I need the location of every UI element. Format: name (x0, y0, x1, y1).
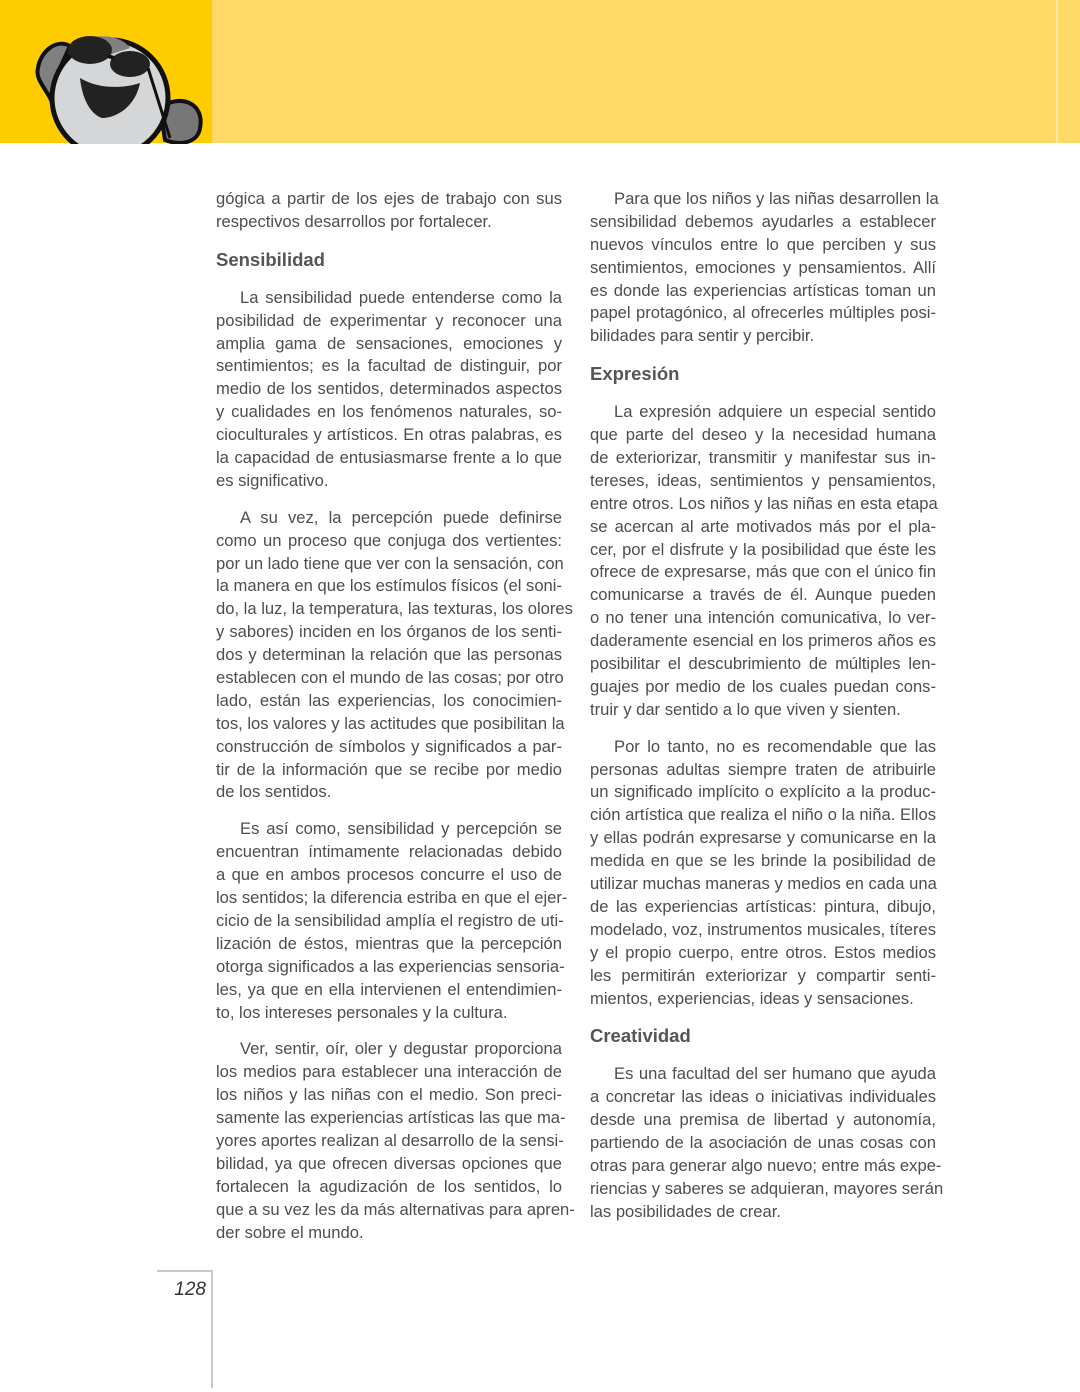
text-line: les, ya que en ella intervienen el entendimien- (216, 979, 562, 999)
text-line: modelado, voz, instrumentos musicales, títeres (590, 919, 936, 939)
text-line: y cualidades en los fenómenos naturales, so- (216, 402, 562, 422)
text-line: amplia gama de sensaciones, emociones y (216, 333, 562, 353)
text-line: ofrece de expresarse, más que con el único fin (590, 562, 936, 582)
paragraph (216, 287, 562, 493)
text-line: la manera en que los estímulos físicos (el soni- (216, 576, 562, 596)
text-line: sentimientos; es la facultad de distinguir, por (216, 356, 562, 376)
text-line: utilizar muchas maneras y medios en cada una (590, 874, 937, 894)
text-line: construcción de símbolos y significados a par- (216, 736, 562, 756)
section-heading: Sensibilidad (216, 248, 325, 270)
text-line: Por lo tanto, no es recomendable que las (614, 736, 936, 756)
text-line: un significado implícito o explícito a la produc- (590, 782, 936, 802)
page-number: 128 (174, 1279, 206, 1300)
text-line: encuentran íntimamente relacionadas debido (216, 842, 562, 862)
header-divider (1056, 0, 1058, 143)
text-line: dos y determinan la relación que las personas (216, 645, 562, 665)
text-line: que parte del deseo y la necesidad humana (590, 425, 936, 445)
text-line: riencias y saberes se adquieran, mayores serán (590, 1178, 944, 1198)
text-line: medio de los sentidos, determinados aspectos (216, 379, 562, 399)
text-line: samente las experiencias artísticas las que ma- (216, 1108, 566, 1128)
paragraph (216, 188, 562, 234)
text-line: otorga significados a las experiencias sensoria- (216, 956, 565, 976)
text-line: Es una facultad del ser humano que ayuda (614, 1064, 936, 1084)
text-line: to, los intereses personales y la cultura. (216, 1002, 508, 1022)
page-number-rule-vertical (211, 1270, 213, 1388)
text-line: der sobre el mundo. (216, 1222, 364, 1242)
text-line: gógica a partir de los ejes de trabajo con sus (216, 189, 562, 208)
text-line: de las experiencias artísticas: pintura, dibujo, (590, 896, 936, 916)
text-line: guajes por medio de los cuales puedan cons- (590, 676, 936, 696)
text-line: las posibilidades de crear. (590, 1201, 781, 1221)
text-line: truir y dar sentido a lo que viven y sienten. (590, 699, 901, 719)
text-line: papel protagónico, al ofrecerles múltiples posi- (590, 303, 936, 323)
text-line: los sentidos; la diferencia estriba en que el ejer- (216, 888, 568, 908)
text-line: respectivos desarrollos por fortalecer. (216, 211, 492, 231)
text-line: daderamente esencial en los primeros años es (590, 631, 936, 651)
page-number-rule-horizontal (157, 1270, 212, 1272)
text-line: tir de la información que se recibe por medio (216, 759, 562, 779)
text-line: les permitirán exteriorizar y compartir senti- (590, 965, 936, 985)
text-line: a concretar las ideas o iniciativas individuales (590, 1087, 936, 1107)
text-line: otras para generar algo nuevo; entre más expe- (590, 1155, 942, 1175)
left-column (216, 188, 575, 1258)
text-line: posibilitar el descubrimiento de múltiples len- (590, 654, 936, 674)
paragraph (216, 1038, 575, 1244)
text-line: los medios para establecer una interacción de (216, 1062, 562, 1082)
text-line: de los sentidos. (216, 782, 332, 802)
text-line: Ver, sentir, oír, oler y degustar proporciona (240, 1039, 562, 1059)
text-line: a que en ambos procesos concurre el uso de (216, 865, 562, 885)
section-heading: Expresión (590, 363, 680, 385)
text-line: que a su vez les da más alternativas para apren- (216, 1199, 575, 1219)
text-line: Para que los niños y las niñas desarrollen la (614, 189, 939, 208)
text-line: posibilidad de experimentar y reconocer una (216, 310, 562, 330)
mascot-icon (30, 28, 210, 144)
text-line: es significativo. (216, 470, 329, 490)
text-line: ción artística que realiza el niño o la niña. Ellos (590, 805, 936, 825)
text-line: por un lado tiene que ver con la sensación, con (216, 553, 564, 573)
paragraph (216, 507, 573, 805)
text-line: cer, por el disfrute y la posibilidad que éste les (590, 539, 936, 559)
text-line: sentimientos, emociones y pensamientos. Allí (590, 257, 936, 277)
text-line: o no tener una intención comunicativa, lo ver- (590, 608, 936, 628)
text-line: cioculturales y artísticos. En otras palabras, es (216, 425, 562, 445)
text-line: la capacidad de entusiasmarse frente a lo que (216, 448, 562, 468)
text-line: Es así como, sensibilidad y percepción se (240, 819, 562, 839)
text-line: comunicarse a través de él. Aunque pueden (590, 585, 936, 605)
text-line: tereses, ideas, sentimientos y pensamientos, (590, 470, 936, 490)
text-line: es donde las experiencias artísticas toman un (590, 280, 936, 300)
text-line: yores aportes realizan al desarrollo de la sensi- (216, 1130, 564, 1150)
text-line: fortalecen la agudización de los sentidos, lo (216, 1176, 562, 1196)
text-line: nuevos vínculos entre lo que perciben y sus (590, 234, 936, 254)
text-line: y sabores) inciden en los órganos de los senti- (216, 622, 562, 642)
paragraph (216, 818, 568, 1024)
text-line: lado, están las experiencias, los conocimien- (216, 690, 562, 710)
text-line: lización de éstos, mientras que la percepción (216, 933, 562, 953)
text-line: bilidad, ya que ofrecen diversas opciones que (216, 1153, 562, 1173)
text-line: como un proceso que conjuga dos vertientes: (216, 530, 562, 550)
paragraph (590, 401, 936, 721)
text-line: do, la luz, la temperatura, las texturas, los olores (216, 599, 573, 619)
text-line: y ellas podrán expresarse y comunicarse en la (590, 828, 936, 848)
text-line: mientos, experiencias, ideas y sensaciones. (590, 988, 914, 1008)
text-line: establecen con el mundo de las cosas; por otro (216, 668, 564, 688)
section-heading: Creatividad (590, 1025, 691, 1047)
text-line: personas adultas siempre traten de atribuirle (590, 759, 936, 779)
paragraph (590, 188, 939, 348)
paragraph (590, 736, 936, 1011)
text-line: bilidades para sentir y percibir. (590, 326, 815, 346)
text-line: La sensibilidad puede entenderse como la (240, 287, 562, 307)
text-line: partiendo de la asociación de unas cosas con (590, 1133, 936, 1153)
text-line: y el propio cuerpo, entre otros. Estos medios (590, 942, 936, 962)
text-line: los niños y las niñas con el medio. Son preci- (216, 1085, 562, 1105)
text-line: cicio de la sensibilidad amplía el registro de uti- (216, 910, 564, 930)
text-line: A su vez, la percepción puede definirse (240, 507, 562, 527)
text-line: se acercan al arte motivados más por el pla- (590, 516, 936, 536)
text-line: desde una premisa de libertad y autonomía, (590, 1110, 936, 1130)
text-line: de exteriorizar, transmitir y manifestar sus in- (590, 448, 936, 468)
text-line: medida en que se les brinde la posibilidad de (590, 851, 936, 871)
text-line: sensibilidad debemos ayudarles a establecer (590, 211, 936, 231)
text-line: La expresión adquiere un especial sentido (614, 402, 936, 422)
right-column (590, 188, 944, 1238)
header-band-secondary (212, 0, 1080, 143)
text-line: tos, los valores y las actitudes que posibilitan la (216, 713, 565, 733)
text-line: entre otros. Los niños y las niñas en esta etapa (590, 493, 938, 513)
paragraph (590, 1063, 944, 1223)
